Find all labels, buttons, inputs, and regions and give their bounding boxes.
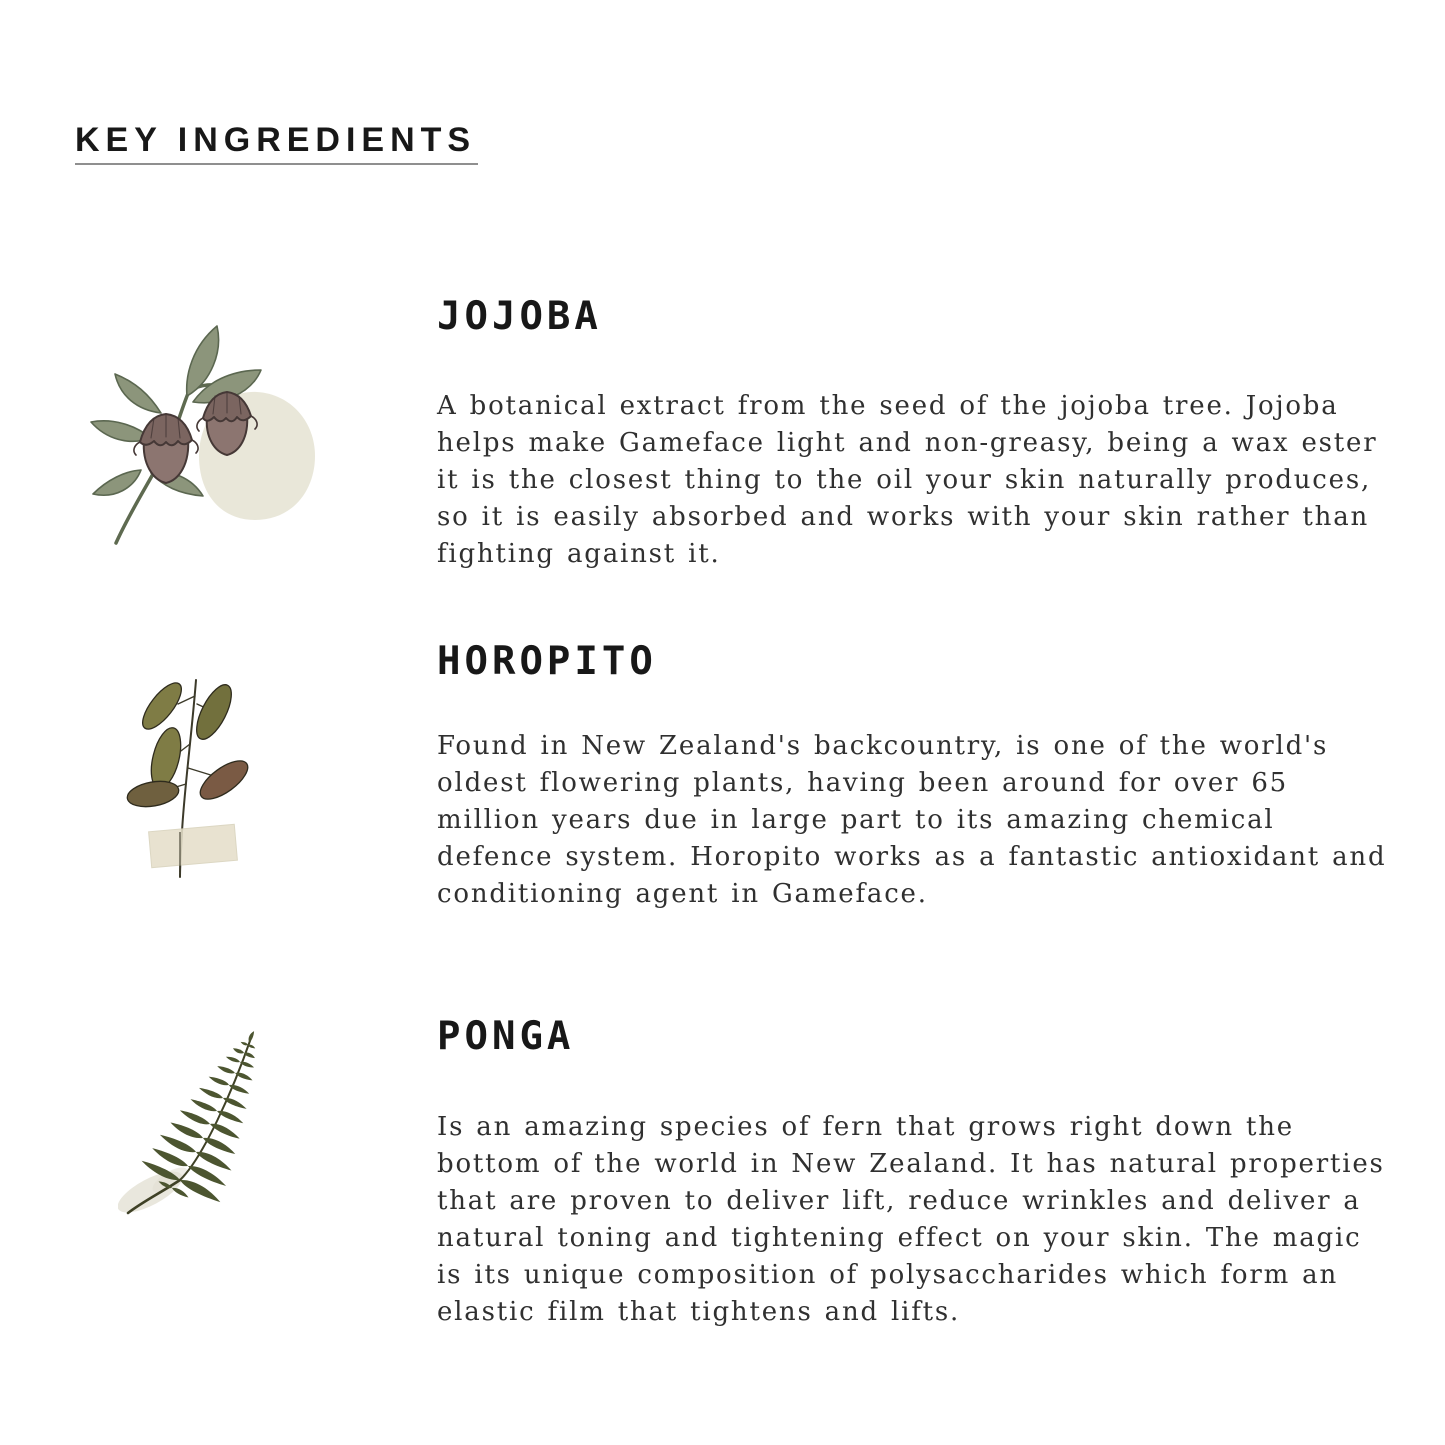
tape — [149, 824, 238, 867]
jojoba-branch-illustration — [89, 318, 317, 546]
ingredient-title-ponga: PONGA — [437, 1014, 575, 1059]
horopito-sprig-illustration — [122, 672, 262, 887]
ingredient-description-ponga: Is an amazing species of fern that grows right down the bottom of the world in New Zealand. It has natural properties that are proven to deliver lift, reduce wrinkles and deliver a natural toning and tightening effect on your skin. The magic is its unique composition of polysaccharides which form an elastic film that tightens and lifts. — [437, 1112, 1385, 1327]
ingredient-description-horopito: Found in New Zealand's backcountry, is one of the world's oldest flowering plants, having been around for over 65 million years due in large part to its amazing chemical defence system. Horopito works as a fantastic antioxidant and conditioning agent in Gameface. — [437, 731, 1387, 909]
ponga-fern-illustration — [118, 1030, 268, 1220]
ingredient-description-jojoba: A botanical extract from the seed of the jojoba tree. Jojoba helps make Gameface light and non-greasy, being a wax ester it is the closest thing to the oil your skin naturally produces, so it is easily absorbed and works with your skin rather than fighting against it. — [437, 391, 1378, 569]
ingredient-title-horopito: HOROPITO — [437, 639, 657, 684]
page-title: KEY INGREDIENTS — [75, 120, 478, 165]
ingredient-title-jojoba: JOJOBA — [437, 294, 602, 339]
